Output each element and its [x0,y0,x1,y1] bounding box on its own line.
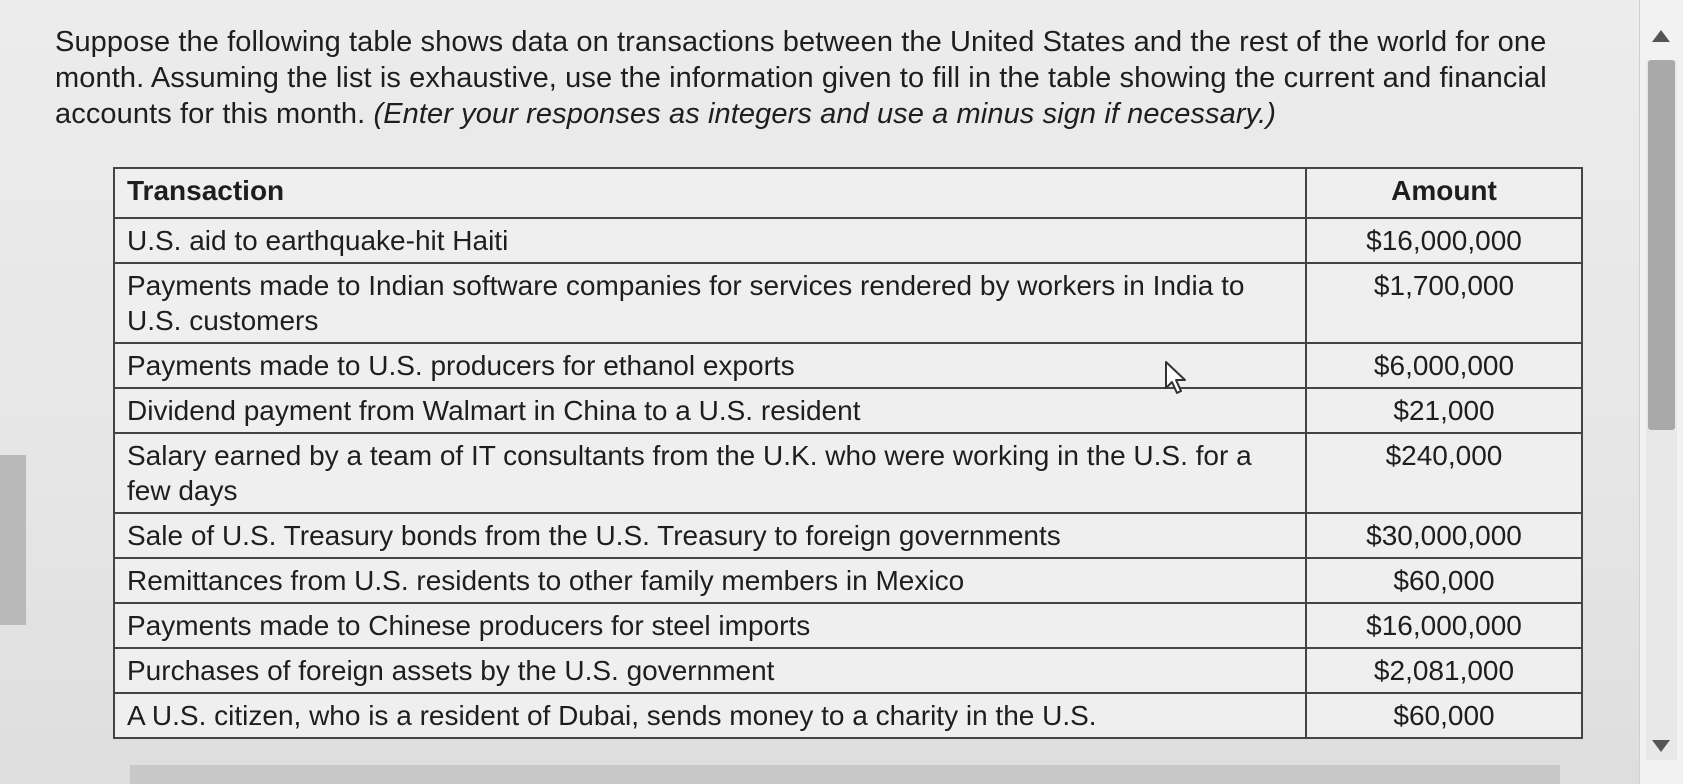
transaction-cell: Remittances from U.S. residents to other family members in Mexico [114,558,1306,603]
amount-cell: $1,700,000 [1306,263,1582,343]
transaction-cell: U.S. aid to earthquake-hit Haiti [114,218,1306,263]
vertical-scrollbar[interactable] [1639,0,1683,784]
table-row [114,603,1582,648]
table-row [114,693,1582,738]
header-transaction: Transaction [114,168,1306,218]
table-row [114,558,1582,603]
bottom-strip [130,765,1560,784]
amount-cell: $16,000,000 [1306,218,1582,263]
transaction-cell: Sale of U.S. Treasury bonds from the U.S. Treasury to foreign governments [114,513,1306,558]
header-amount: Amount [1306,168,1582,218]
table-row [114,648,1582,693]
transactions-table [113,167,1583,739]
transaction-cell: Purchases of foreign assets by the U.S. government [114,648,1306,693]
mouse-pointer-icon [1162,360,1194,396]
transaction-cell: A U.S. citizen, who is a resident of Dubai, sends money to a charity in the U.S. [114,693,1306,738]
transaction-cell: Dividend payment from Walmart in China to a U.S. resident [114,388,1306,433]
transaction-cell: Payments made to U.S. producers for ethanol exports [114,343,1306,388]
transaction-cell: Payments made to Chinese producers for steel imports [114,603,1306,648]
question-body: Suppose the following table shows data on transactions between the United States and the rest of the world for one month. Assuming the list is exhaustive, use the information given to fill in the table showing the current and financial accounts for this month. [55,26,1547,130]
amount-cell: $16,000,000 [1306,603,1582,648]
amount-cell: $60,000 [1306,693,1582,738]
amount-cell: $6,000,000 [1306,343,1582,388]
table-header-row [114,168,1582,218]
chevron-down-icon[interactable] [1652,740,1670,752]
transaction-cell: Payments made to Indian software companies for services rendered by workers in India to U.S. customers [114,263,1306,343]
amount-cell: $240,000 [1306,433,1582,513]
table-row [114,343,1582,388]
scroll-thumb[interactable] [1648,60,1675,430]
left-edge-band [0,455,26,625]
amount-cell: $60,000 [1306,558,1582,603]
transaction-cell: Salary earned by a team of IT consultants from the U.K. who were working in the U.S. for a few days [114,433,1306,513]
table-row [114,263,1582,343]
transactions-table-container [113,167,1583,739]
table-row [114,388,1582,433]
amount-cell: $21,000 [1306,388,1582,433]
amount-cell: $30,000,000 [1306,513,1582,558]
table-row [114,218,1582,263]
table-row [114,513,1582,558]
question-instruction: (Enter your responses as integers and use a minus sign if necessary.) [373,98,1277,130]
chevron-up-icon[interactable] [1652,30,1670,42]
amount-cell: $2,081,000 [1306,648,1582,693]
question-text [55,24,1635,132]
table-row [114,433,1582,513]
